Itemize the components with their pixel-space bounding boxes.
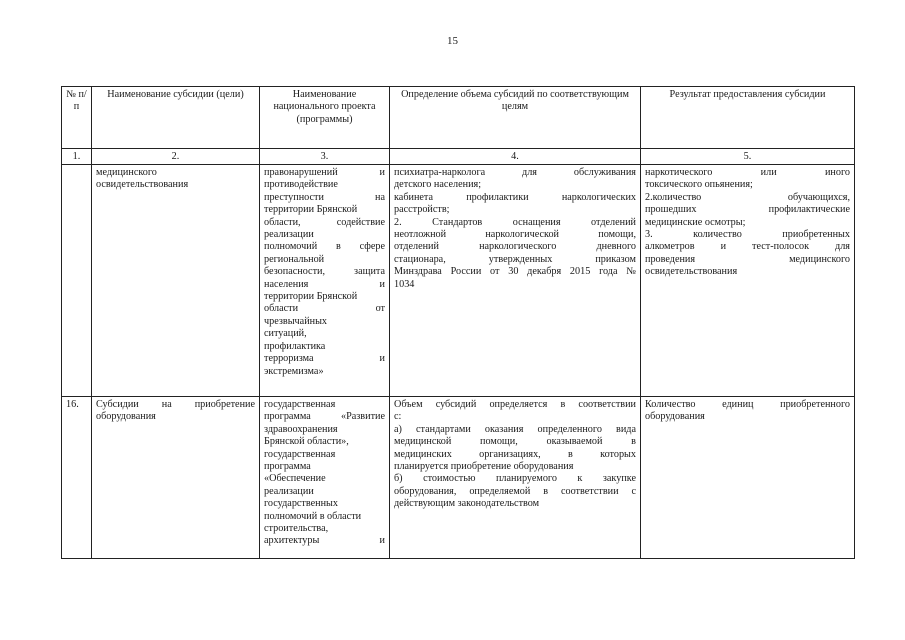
subsidy-name-cell xyxy=(92,397,260,559)
cell-line: кабинета профилактики наркологических xyxy=(394,191,636,203)
table-row xyxy=(62,165,855,397)
column-number: 5. xyxy=(641,149,855,165)
cell-line: архитектуры и xyxy=(264,535,385,547)
cell-line: населения и xyxy=(264,278,385,290)
cell-line: строительства, xyxy=(264,523,329,535)
cell-line: токсического опьянения; xyxy=(645,179,753,191)
cell-line: Субсидии на приобретение xyxy=(96,399,255,410)
header-result: Результат предоставления субсидии xyxy=(641,87,855,149)
cell-line: прошедших профилактические xyxy=(645,204,850,216)
cell-line: области, содействие xyxy=(264,216,385,228)
cell-line: территории Брянской xyxy=(264,204,358,216)
result-cell xyxy=(641,165,855,397)
cell-line: преступности на xyxy=(264,191,385,203)
cell-line: наркотического или иного xyxy=(645,167,850,178)
cell-line: медицинские осмотры; xyxy=(645,216,746,228)
row-number: 16. xyxy=(62,397,92,559)
cell-line: программа «Развитие xyxy=(264,411,385,423)
cell-line: полномочий в области xyxy=(264,510,362,522)
column-number: 1. xyxy=(62,149,92,165)
cell-line: Брянской области», xyxy=(264,436,349,448)
cell-line: территории Брянской xyxy=(264,291,358,303)
cell-line: с: xyxy=(394,411,402,423)
subsidy-table xyxy=(61,86,855,559)
cell-line: б) стоимостью планируемого к закупке xyxy=(394,473,636,485)
cell-line: а) стандартами оказания определенного вида xyxy=(394,423,636,435)
cell-line: планируется приобретение оборудования xyxy=(394,461,574,473)
header-subsidy-name: Наименование субсидии (цели) xyxy=(92,87,260,149)
cell-line: Количество единиц приобретенного xyxy=(645,399,850,410)
project-name-cell xyxy=(260,165,390,397)
column-number: 2. xyxy=(92,149,260,165)
cell-line: 3. количество приобретенных xyxy=(645,229,850,241)
cell-line: неотложной наркологической помощи, xyxy=(394,229,636,241)
cell-line: области от xyxy=(264,303,385,315)
cell-line: оборудования, определяемой в соответствии с xyxy=(394,485,636,497)
cell-line: медицинского xyxy=(96,167,157,178)
cell-line: здравоохранения xyxy=(264,423,338,435)
cell-line: терроризма и xyxy=(264,353,385,365)
cell-line: психиатра-нарколога для обслуживания xyxy=(394,167,636,178)
table-row xyxy=(62,397,855,559)
cell-line: реализации xyxy=(264,485,314,497)
volume-definition-cell xyxy=(390,397,641,559)
header-project-name: Наименование национального проекта (программы) xyxy=(260,87,390,149)
cell-line: экстремизма» xyxy=(264,365,324,377)
column-number: 3. xyxy=(260,149,390,165)
cell-line: государственная xyxy=(264,448,336,460)
cell-line: полномочий в сфере xyxy=(264,241,385,253)
cell-line: 2. Стандартов оснащения отделений xyxy=(394,216,636,228)
cell-line: отделений наркологического дневного xyxy=(394,241,636,253)
cell-line: оборудования xyxy=(96,411,156,423)
cell-line: региональной xyxy=(264,253,325,265)
project-name-cell xyxy=(260,397,390,559)
cell-line: оборудования xyxy=(645,411,705,423)
header-num: № п/п xyxy=(62,87,92,149)
cell-line: реализации xyxy=(264,229,314,241)
cell-line: освидетельствования xyxy=(645,266,738,278)
volume-definition-cell xyxy=(390,165,641,397)
cell-line: расстройств; xyxy=(394,204,450,216)
subsidy-name-cell xyxy=(92,165,260,397)
cell-line: медицинских организациях, в которых xyxy=(394,448,636,460)
cell-line: правонарушений и xyxy=(264,167,385,178)
table-header-row xyxy=(62,87,855,149)
column-number: 4. xyxy=(390,149,641,165)
cell-line: 1034 xyxy=(394,278,415,290)
cell-line: 2.количество обучающихся, xyxy=(645,191,850,203)
cell-line: Объем субсидий определяется в соответствии xyxy=(394,399,636,410)
page-number: 15 xyxy=(447,35,458,47)
cell-line: медицинской помощи, оказываемой в xyxy=(394,436,636,448)
cell-line: безопасности, защита xyxy=(264,266,385,278)
cell-line: детского населения; xyxy=(394,179,482,191)
cell-line: противодействие xyxy=(264,179,338,191)
cell-line: программа xyxy=(264,461,311,473)
cell-line: алкометров и тест-полосок для xyxy=(645,241,850,253)
result-cell xyxy=(641,397,855,559)
cell-line: государственная xyxy=(264,399,336,410)
row-number xyxy=(62,165,92,397)
cell-line: государственных xyxy=(264,498,338,510)
cell-line: профилактика xyxy=(264,340,326,352)
column-numbering-row xyxy=(62,149,855,165)
cell-line: проведения медицинского xyxy=(645,253,850,265)
cell-line: стационара, утвержденных приказом xyxy=(394,253,636,265)
header-volume-definition: Определение объема субсидий по соответствующим целям xyxy=(390,87,641,149)
cell-line: «Обеспечение xyxy=(264,473,326,485)
cell-line: действующим законодательством xyxy=(394,498,540,510)
cell-line: чрезвычайных xyxy=(264,315,328,327)
cell-line: освидетельствования xyxy=(96,179,189,191)
cell-line: ситуаций, xyxy=(264,328,307,340)
cell-line: Минздрава России от 30 декабря 2015 года № xyxy=(394,266,636,278)
